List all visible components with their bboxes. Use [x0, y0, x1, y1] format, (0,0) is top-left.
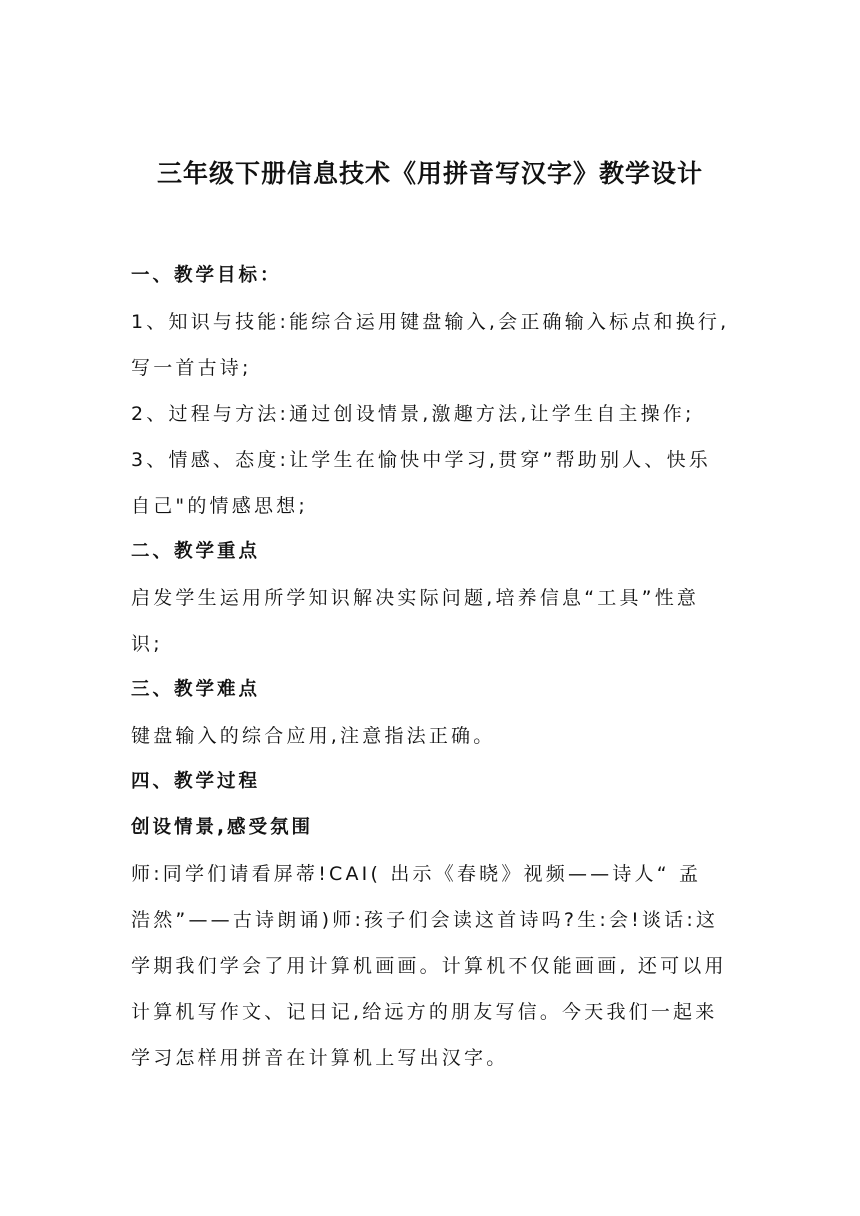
document-title: 三年级下册信息技术《用拼音写汉字》教学设计	[156, 159, 703, 188]
paragraph-line: 浩然”——古诗朗诵)师:孩子们会读这首诗吗?生:会!谈话:这	[131, 909, 719, 931]
paragraph-line: 键盘输入的综合应用,注意指法正确。	[131, 725, 496, 747]
paragraph-line: 写一首古诗;	[131, 357, 252, 379]
paragraph-line: 师:同学们请看屏蒂!CAI( 出示《春晓》视频——诗人“ 孟	[131, 863, 702, 885]
paragraph-line: 学期我们学会了用计算机画画。计算机不仅能画画, 还可以用	[131, 955, 727, 977]
paragraph-line: 计算机写作文、记日记,给远方的朋友写信。今天我们一起来	[131, 1001, 718, 1023]
paragraph-line: 3、情感、态度:让学生在愉快中学习,贯穿”帮助别人、快乐	[131, 449, 711, 471]
section-heading-difficulties: 三、教学难点	[131, 679, 261, 700]
paragraph-line: 识;	[131, 633, 163, 655]
paragraph-line: 自己"的情感思想;	[131, 495, 308, 517]
subsection-heading: 创设情景,感受氛围	[131, 817, 314, 838]
section-heading-key-points: 二、教学重点	[131, 541, 261, 562]
paragraph-line: 1、知识与技能:能综合运用键盘输入,会正确输入标点和换行,	[131, 311, 730, 333]
paragraph-line: 学习怎样用拼音在计算机上写出汉字。	[131, 1047, 509, 1069]
section-heading-objectives: 一、教学目标：	[131, 265, 282, 286]
paragraph-line: 启发学生运用所学知识解决实际问题,培养信息“工具”性意	[131, 587, 700, 609]
document-body	[131, 261, 731, 1089]
paragraph-line: 2、过程与方法:通过创设情景,激趣方法,让学生自主操作;	[131, 403, 695, 425]
section-heading-process: 四、教学过程	[131, 771, 261, 792]
